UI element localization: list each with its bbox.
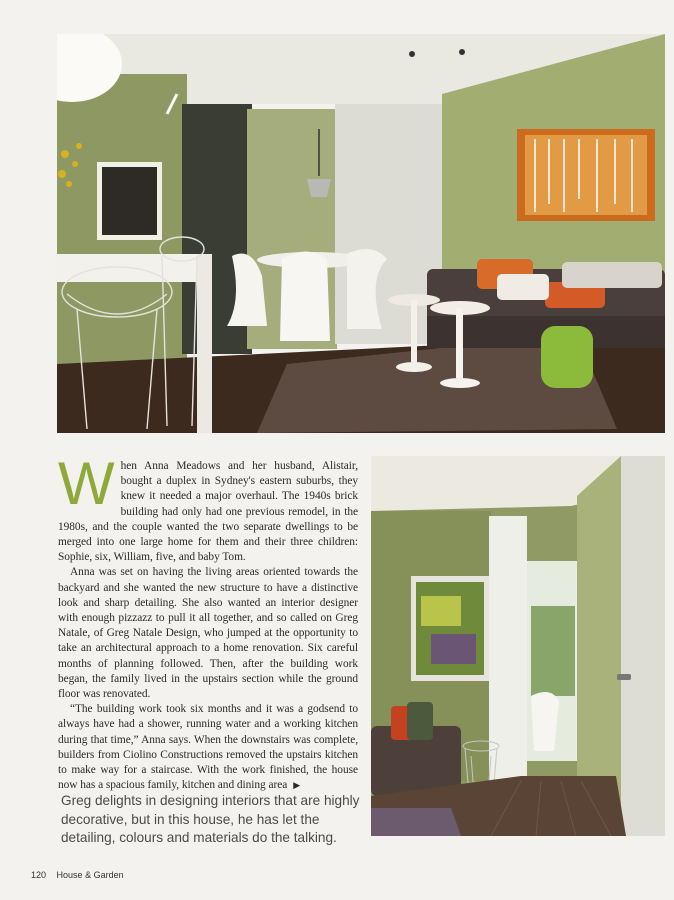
drop-cap: W (58, 450, 115, 517)
paragraph-text: “The building work took six months and it was a godsend to always have had a shower, running water and a working kitchen during that time,” Anna says. When the downstairs was complete, builders from Ciolino Constructions removed the upstairs kitchen to make way for a staircase. With the work finished, the house now has a spacious family, kitchen and dining area (58, 703, 358, 792)
paragraph-text: Anna was set on having the living areas oriented towards the backyard and she wanted the new structure to have a distinctive look and sharp detailing. She also wanted an interior designer with enough pizzazz to pull it all together, and so called on Greg Natale, of Greg Natale Design, who jumped at the opportunity to take an architectural approach to a home renovation. Six careful months of planning followed. Then, after the building work began, the family lived in the upstairs section while the ground floor was renovated. (58, 566, 358, 701)
article-paragraph (58, 450, 358, 565)
article-body (58, 450, 358, 793)
magazine-name: House & Garden (56, 870, 124, 880)
pull-quote: Greg delights in designing interiors that are highly decorative, but in this house, he has let the detailing, colours and materials do the talking. (61, 793, 360, 845)
continue-arrow-icon: ▶ (293, 780, 301, 791)
hallway-photo (371, 456, 665, 836)
living-room-photo (57, 34, 665, 433)
paragraph-text: hen Anna Meadows and her husband, Alistair, bought a duplex in Sydney's eastern suburbs, they knew it needed a major overhaul. The 1940s brick building had only had one previous remodel, in the 1980s, and the couple wanted the two separate dwellings to be merged into one large home for them and their three children: Sophie, six, William, five, and baby Tom. (58, 460, 358, 564)
article-paragraph (58, 702, 358, 793)
article-paragraph (58, 565, 358, 702)
page-footer (31, 870, 124, 880)
page-number: 120 (31, 870, 47, 880)
